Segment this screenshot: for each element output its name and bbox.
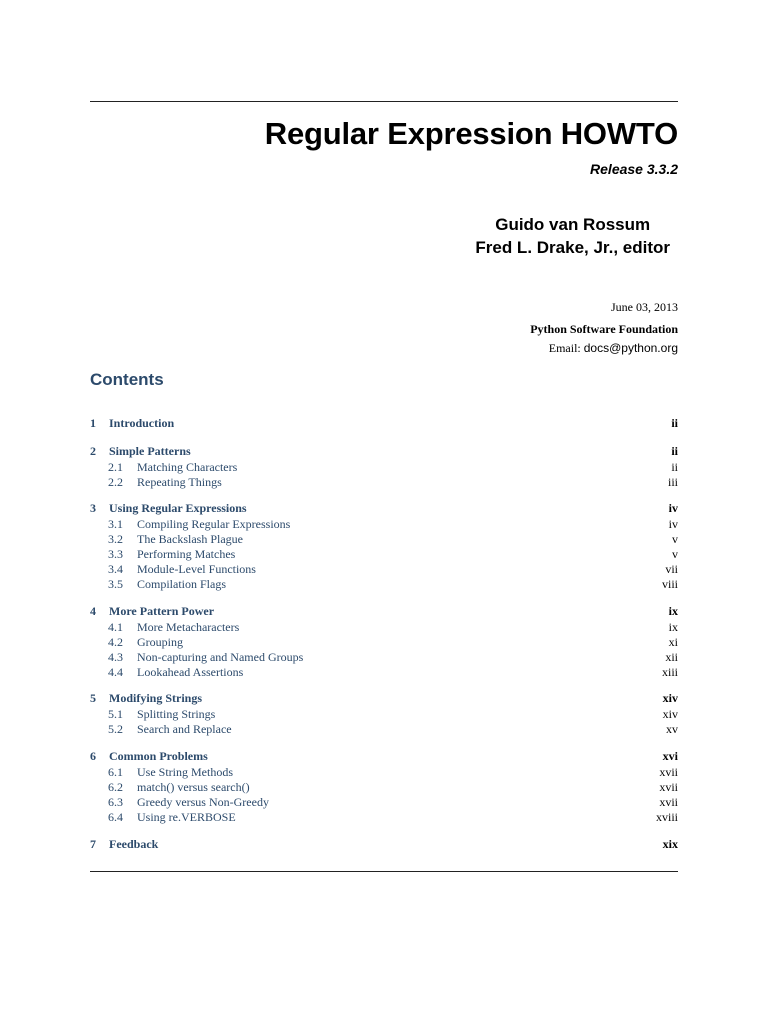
toc-subsection-link[interactable]: The Backslash Plague — [137, 532, 243, 547]
toc-subsection[interactable] — [90, 810, 678, 825]
toc-subsection-link[interactable]: Compilation Flags — [137, 577, 227, 592]
toc-section-number: 2 — [90, 444, 96, 458]
toc-page-number: xiv — [662, 691, 678, 705]
toc-page-number: xi — [668, 635, 678, 650]
toc-subsection[interactable] — [90, 707, 678, 722]
toc-subsection-number: 5.1 — [108, 707, 123, 721]
toc-subsection-link[interactable]: Lookahead Assertions — [137, 665, 244, 680]
toc-page-number: v — [672, 532, 678, 547]
document-title: Regular Expression HOWTO — [264, 116, 678, 151]
toc-subsection[interactable] — [90, 780, 678, 795]
toc-page-number: ii — [671, 416, 678, 430]
toc-subsection-link[interactable]: Performing Matches — [137, 547, 236, 562]
toc-subsection-number: 5.2 — [108, 722, 123, 737]
toc-section-number: 5 — [90, 691, 96, 705]
toc-subsection[interactable] — [90, 650, 678, 665]
toc-section-link[interactable]: Common Problems — [109, 749, 208, 763]
toc-subsection[interactable] — [90, 547, 678, 562]
toc-page-number: iii — [667, 475, 678, 490]
organization-name: Python Software Foundation — [530, 322, 678, 336]
toc-page-number: xiii — [661, 665, 678, 680]
toc-section[interactable] — [90, 604, 678, 619]
toc-section[interactable] — [90, 691, 678, 706]
release-label: Release 3.3.2 — [590, 161, 678, 177]
toc-subsection-link[interactable]: Search and Replace — [137, 722, 232, 737]
toc-page-number: ix — [668, 620, 678, 634]
toc-subsection[interactable] — [90, 562, 678, 577]
toc-section-link[interactable]: Using Regular Expressions — [109, 501, 247, 515]
toc-subsection-link[interactable]: Greedy versus Non-Greedy — [137, 795, 269, 810]
toc-page-number: xix — [662, 837, 678, 851]
toc-subsection[interactable] — [90, 517, 678, 532]
toc-subsection[interactable] — [90, 532, 678, 547]
toc-subsection[interactable] — [90, 795, 678, 810]
toc-section-link[interactable]: Simple Patterns — [109, 444, 191, 458]
toc-page-number: ix — [668, 604, 678, 618]
toc-page-number: iv — [668, 517, 678, 531]
toc-page-number: xvi — [662, 749, 678, 763]
toc-section-number: 1 — [90, 416, 96, 430]
toc-section-link[interactable]: Feedback — [109, 837, 159, 851]
toc-page-number: xv — [666, 722, 678, 737]
toc-page-number: ii — [671, 460, 678, 474]
toc-subsection[interactable] — [90, 665, 678, 680]
toc-section[interactable] — [90, 837, 678, 852]
toc-subsection-number: 4.3 — [108, 650, 123, 665]
toc-subsection-number: 4.2 — [108, 635, 123, 650]
toc-page-number: vii — [665, 562, 678, 577]
toc-subsection-link[interactable]: Matching Characters — [137, 460, 238, 474]
toc-section[interactable] — [90, 749, 678, 764]
publication-date: June 03, 2013 — [611, 300, 678, 314]
toc-section-number: 7 — [90, 837, 96, 851]
toc-subsection[interactable] — [90, 475, 678, 490]
authors-block — [475, 213, 670, 259]
toc-subsection-number: 6.2 — [108, 780, 123, 795]
toc-subsection[interactable] — [90, 635, 678, 650]
toc-subsection-link[interactable]: match() versus search() — [137, 780, 250, 795]
toc-subsection-number: 6.1 — [108, 765, 123, 779]
toc-subsection-link[interactable]: Grouping — [137, 635, 183, 650]
toc-section[interactable] — [90, 501, 678, 516]
contents-heading: Contents — [90, 370, 164, 389]
toc-page-number: xvii — [659, 795, 678, 810]
toc-subsection-link[interactable]: Use String Methods — [137, 765, 233, 779]
toc-subsection-number: 3.3 — [108, 547, 123, 562]
toc-page-number: ii — [671, 444, 678, 458]
toc-section-number: 4 — [90, 604, 96, 618]
toc-page-number: xiv — [662, 707, 678, 721]
toc-subsection-link[interactable]: Non-capturing and Named Groups — [137, 650, 304, 665]
toc-subsection-number: 6.4 — [108, 810, 123, 825]
toc-page-number: xvii — [659, 780, 678, 795]
toc-subsection-number: 3.1 — [108, 517, 123, 531]
toc-subsection-link[interactable]: Using re.VERBOSE — [137, 810, 236, 825]
toc-page-number: xviii — [655, 810, 678, 825]
author-name: Guido van Rossum — [495, 215, 651, 234]
author-name: Fred L. Drake, Jr., editor — [475, 238, 670, 257]
toc-page-number: xii — [665, 650, 678, 665]
toc-subsection-number: 4.4 — [108, 665, 123, 680]
toc-subsection-link[interactable]: Repeating Things — [137, 475, 222, 490]
toc-subsection[interactable] — [90, 577, 678, 592]
email-label: Email: — [548, 341, 581, 355]
toc-subsection[interactable] — [90, 722, 678, 737]
toc-subsection-link[interactable]: Splitting Strings — [137, 707, 216, 721]
email-link[interactable]: docs@python.org — [583, 341, 678, 355]
toc-subsection[interactable] — [90, 620, 678, 635]
toc-subsection-number: 6.3 — [108, 795, 123, 810]
toc-subsection-link[interactable]: Compiling Regular Expressions — [137, 517, 291, 531]
toc-section-link[interactable]: More Pattern Power — [109, 604, 215, 618]
toc-subsection[interactable] — [90, 460, 678, 475]
toc-subsection-link[interactable]: Module-Level Functions — [137, 562, 256, 577]
toc-section-link[interactable]: Modifying Strings — [109, 691, 203, 705]
toc-section[interactable] — [90, 444, 678, 459]
bottom-rule — [90, 871, 678, 872]
document-meta — [530, 297, 678, 357]
toc-subsection-number: 3.4 — [108, 562, 123, 577]
toc-section[interactable] — [90, 416, 678, 431]
toc-subsection[interactable] — [90, 765, 678, 780]
toc-page-number: xvii — [659, 765, 678, 779]
email-line — [530, 340, 678, 357]
toc-subsection-number: 3.2 — [108, 532, 123, 547]
toc-subsection-number: 4.1 — [108, 620, 123, 634]
toc-section-number: 6 — [90, 749, 96, 763]
toc-page-number: viii — [661, 577, 678, 592]
toc-subsection-number: 3.5 — [108, 577, 123, 592]
top-rule — [90, 101, 678, 102]
toc-page-number: v — [672, 547, 678, 562]
toc-subsection-number: 2.1 — [108, 460, 123, 474]
toc-section-number: 3 — [90, 501, 96, 515]
toc-subsection-link[interactable]: More Metacharacters — [137, 620, 240, 634]
toc-page-number: iv — [668, 501, 678, 515]
toc-subsection-number: 2.2 — [108, 475, 123, 490]
toc-section-link[interactable]: Introduction — [109, 416, 175, 430]
